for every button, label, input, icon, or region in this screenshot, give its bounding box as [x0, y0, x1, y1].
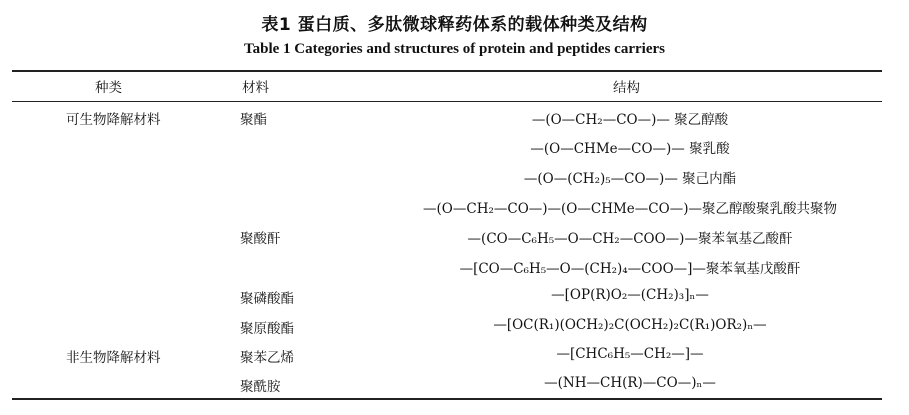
formula: —(NH—CH(R)—CO—)ₙ—	[544, 375, 716, 391]
polymer-name: 聚乙醇酸	[674, 112, 729, 128]
formula: —(O—(CH₂)₅—CO—)—	[523, 171, 678, 187]
row-structure	[330, 108, 909, 128]
table-row	[0, 257, 909, 279]
table-row	[0, 287, 909, 309]
row-structure	[330, 257, 909, 277]
table-row	[0, 137, 909, 159]
polymer-name: 聚乳酸	[689, 141, 730, 157]
formula: —[OP(R)O₂—(CH₂)₃]ₙ—	[551, 287, 709, 303]
polymer-name: 聚己内酯	[682, 171, 737, 187]
row-category: 非生物降解材料	[66, 350, 161, 366]
table-row	[0, 317, 909, 339]
formula: —[CO—C₆H₅—O—(CH₂)₄—COO—]—	[459, 261, 706, 277]
header-category: 种类	[95, 80, 122, 96]
formula: —[OC(R₁)(OCH₂)₂C(OCH₂)₂C(R₁)OR₂)ₙ—	[493, 317, 767, 333]
formula: —(O—CH₂—CO—)—	[531, 112, 670, 128]
row-material: 聚酯	[240, 112, 267, 128]
table-caption-cn: 表1 蛋白质、多肽微球释药体系的载体种类及结构	[261, 15, 648, 35]
table-row	[0, 346, 909, 368]
formula: —(O—CH₂—CO—)—(O—CHMe—CO—)—	[423, 201, 702, 217]
row-structure	[330, 227, 909, 247]
table-row	[0, 167, 909, 189]
row-material: 聚酰胺	[240, 379, 281, 395]
row-structure	[330, 317, 909, 333]
top-rule	[12, 70, 882, 72]
row-structure	[330, 346, 909, 362]
row-material: 聚磷酸酯	[240, 291, 294, 307]
polymer-name: 聚乙醇酸聚乳酸共聚物	[701, 201, 837, 217]
row-structure	[330, 167, 909, 187]
formula: —(CO—C₆H₅—O—CH₂—COO—)—	[467, 231, 698, 247]
header-structure: 结构	[613, 80, 640, 96]
row-structure	[330, 197, 909, 217]
row-category: 可生物降解材料	[66, 112, 161, 128]
row-structure	[330, 375, 909, 391]
row-structure	[330, 137, 909, 157]
polymer-name: 聚苯氧基戊酸酐	[705, 261, 801, 277]
table-row	[0, 375, 909, 397]
row-material: 聚原酸酯	[240, 321, 294, 337]
formula: —[CHC₆H₅—CH₂—]—	[556, 346, 704, 362]
row-material: 聚酸酐	[240, 231, 281, 247]
formula: —(O—CHMe—CO—)—	[530, 141, 685, 157]
table-row	[0, 108, 909, 130]
polymer-name: 聚苯氧基乙酸酐	[697, 231, 793, 247]
row-structure	[330, 287, 909, 303]
table-row	[0, 227, 909, 249]
table-caption-en: Table 1 Categories and structures of protein and peptides carriers	[244, 41, 665, 57]
row-material: 聚苯乙烯	[240, 350, 294, 366]
header-rule	[12, 101, 882, 102]
table-row	[0, 197, 909, 219]
bottom-rule	[12, 398, 882, 400]
header-material: 材料	[242, 80, 269, 96]
